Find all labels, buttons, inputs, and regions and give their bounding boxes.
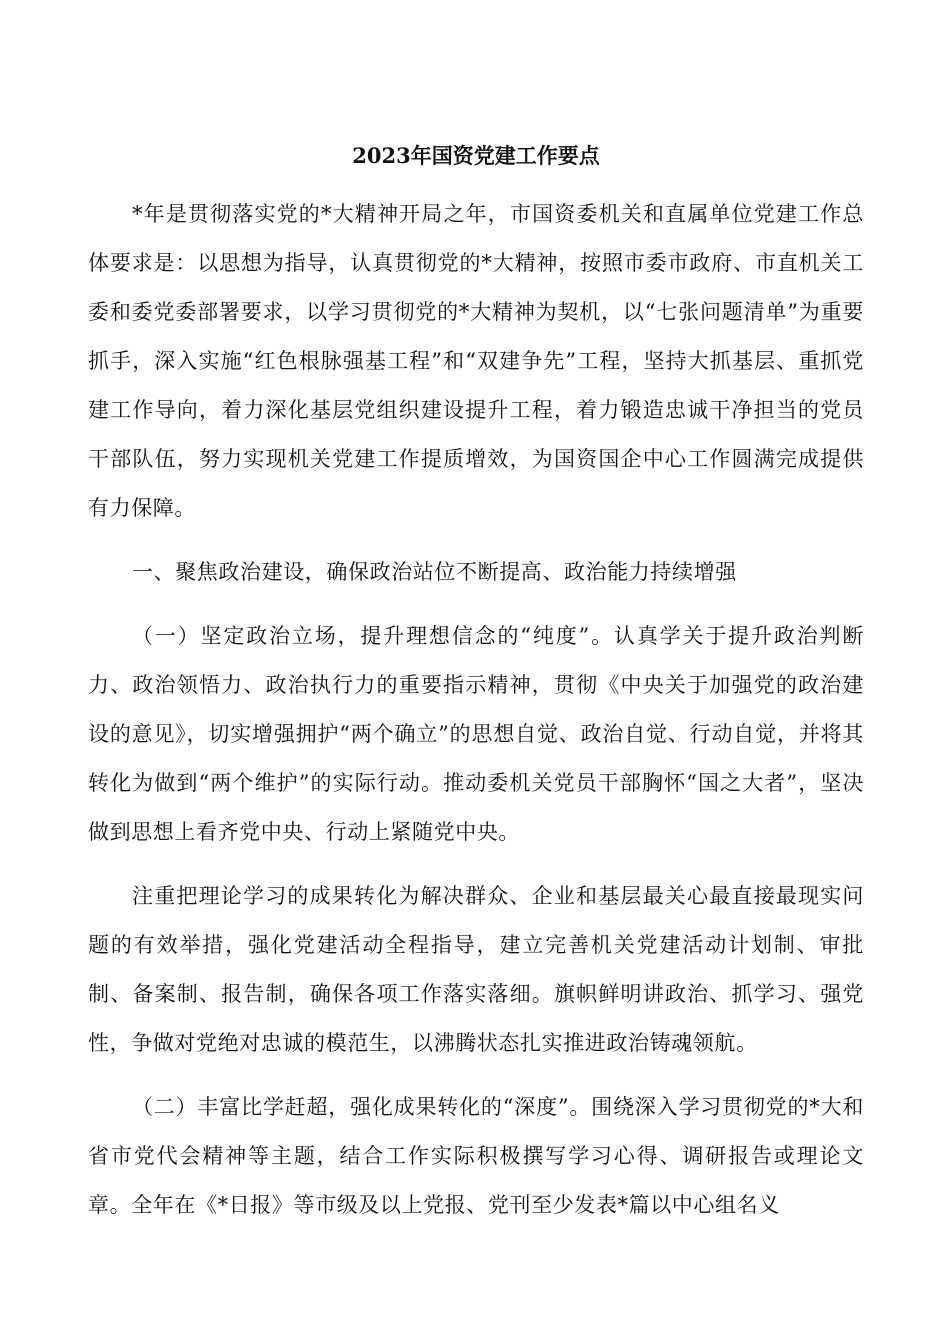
- section-heading-1: 一、聚焦政治建设，确保政治站位不断提高、政治能力持续增强: [132, 560, 737, 584]
- document-title: 2023年国资党建工作要点: [352, 143, 600, 168]
- paragraph-intro: *年是贯彻落实党的*大精神开局之年，市国资委机关和直属单位党建工作总体要求是：以思想为指导，认真贯彻党的*大精神，按照市委市政府、市直机关工委和委党委部署要求，以学习贯彻党的*大精神为契机，以“七张问题清单”为重要抓手，深入实施“红色根脉强基工程”和“双建争先”工程，坚持大抓基层、重抓党建工作导向，着力深化基层党组织建设提升工程，着力锻造忠诚干净担当的党员干部队伍，努力实现机关党建工作提质增效，为国资国企中心工作圆满完成提供有力保障。: [88, 202, 864, 520]
- paragraph-1-1: （一）坚定政治立场，提升理想信念的“纯度”。认真学关于提升政治判断力、政治领悟力、政治执行力的重要指示精神，贯彻《中央关于加强党的政治建设的意见》，切实增强拥护“两个确立”的思想自觉、政治自觉、行动自觉，并将其转化为做到“两个维护”的实际行动。推动委机关党员干部胸怀“国之大者”，坚决做到思想上看齐党中央、行动上紧随党中央。: [88, 624, 864, 844]
- paragraph-1-2: （二）丰富比学赶超，强化成果转化的“深度”。围绕深入学习贯彻党的*大和省市党代会精神等主题，结合工作实际积极撰写学习心得、调研报告或理论文章。全年在《*日报》等市级及以上党报、党刊至少发表*篇以中心组名义: [88, 1095, 864, 1217]
- paragraph-1-1-cont: 注重把理论学习的成果转化为解决群众、企业和基层最关心最直接最现实问题的有效举措，强化党建活动全程指导，建立完善机关党建活动计划制、审批制、备案制、报告制，确保各项工作落实落细。旗帜鲜明讲政治、抓学习、强党性，争做对党绝对忠诚的模范生，以沸腾状态扎实推进政治铸魂领航。: [88, 884, 864, 1055]
- document-body: [88, 190, 864, 1245]
